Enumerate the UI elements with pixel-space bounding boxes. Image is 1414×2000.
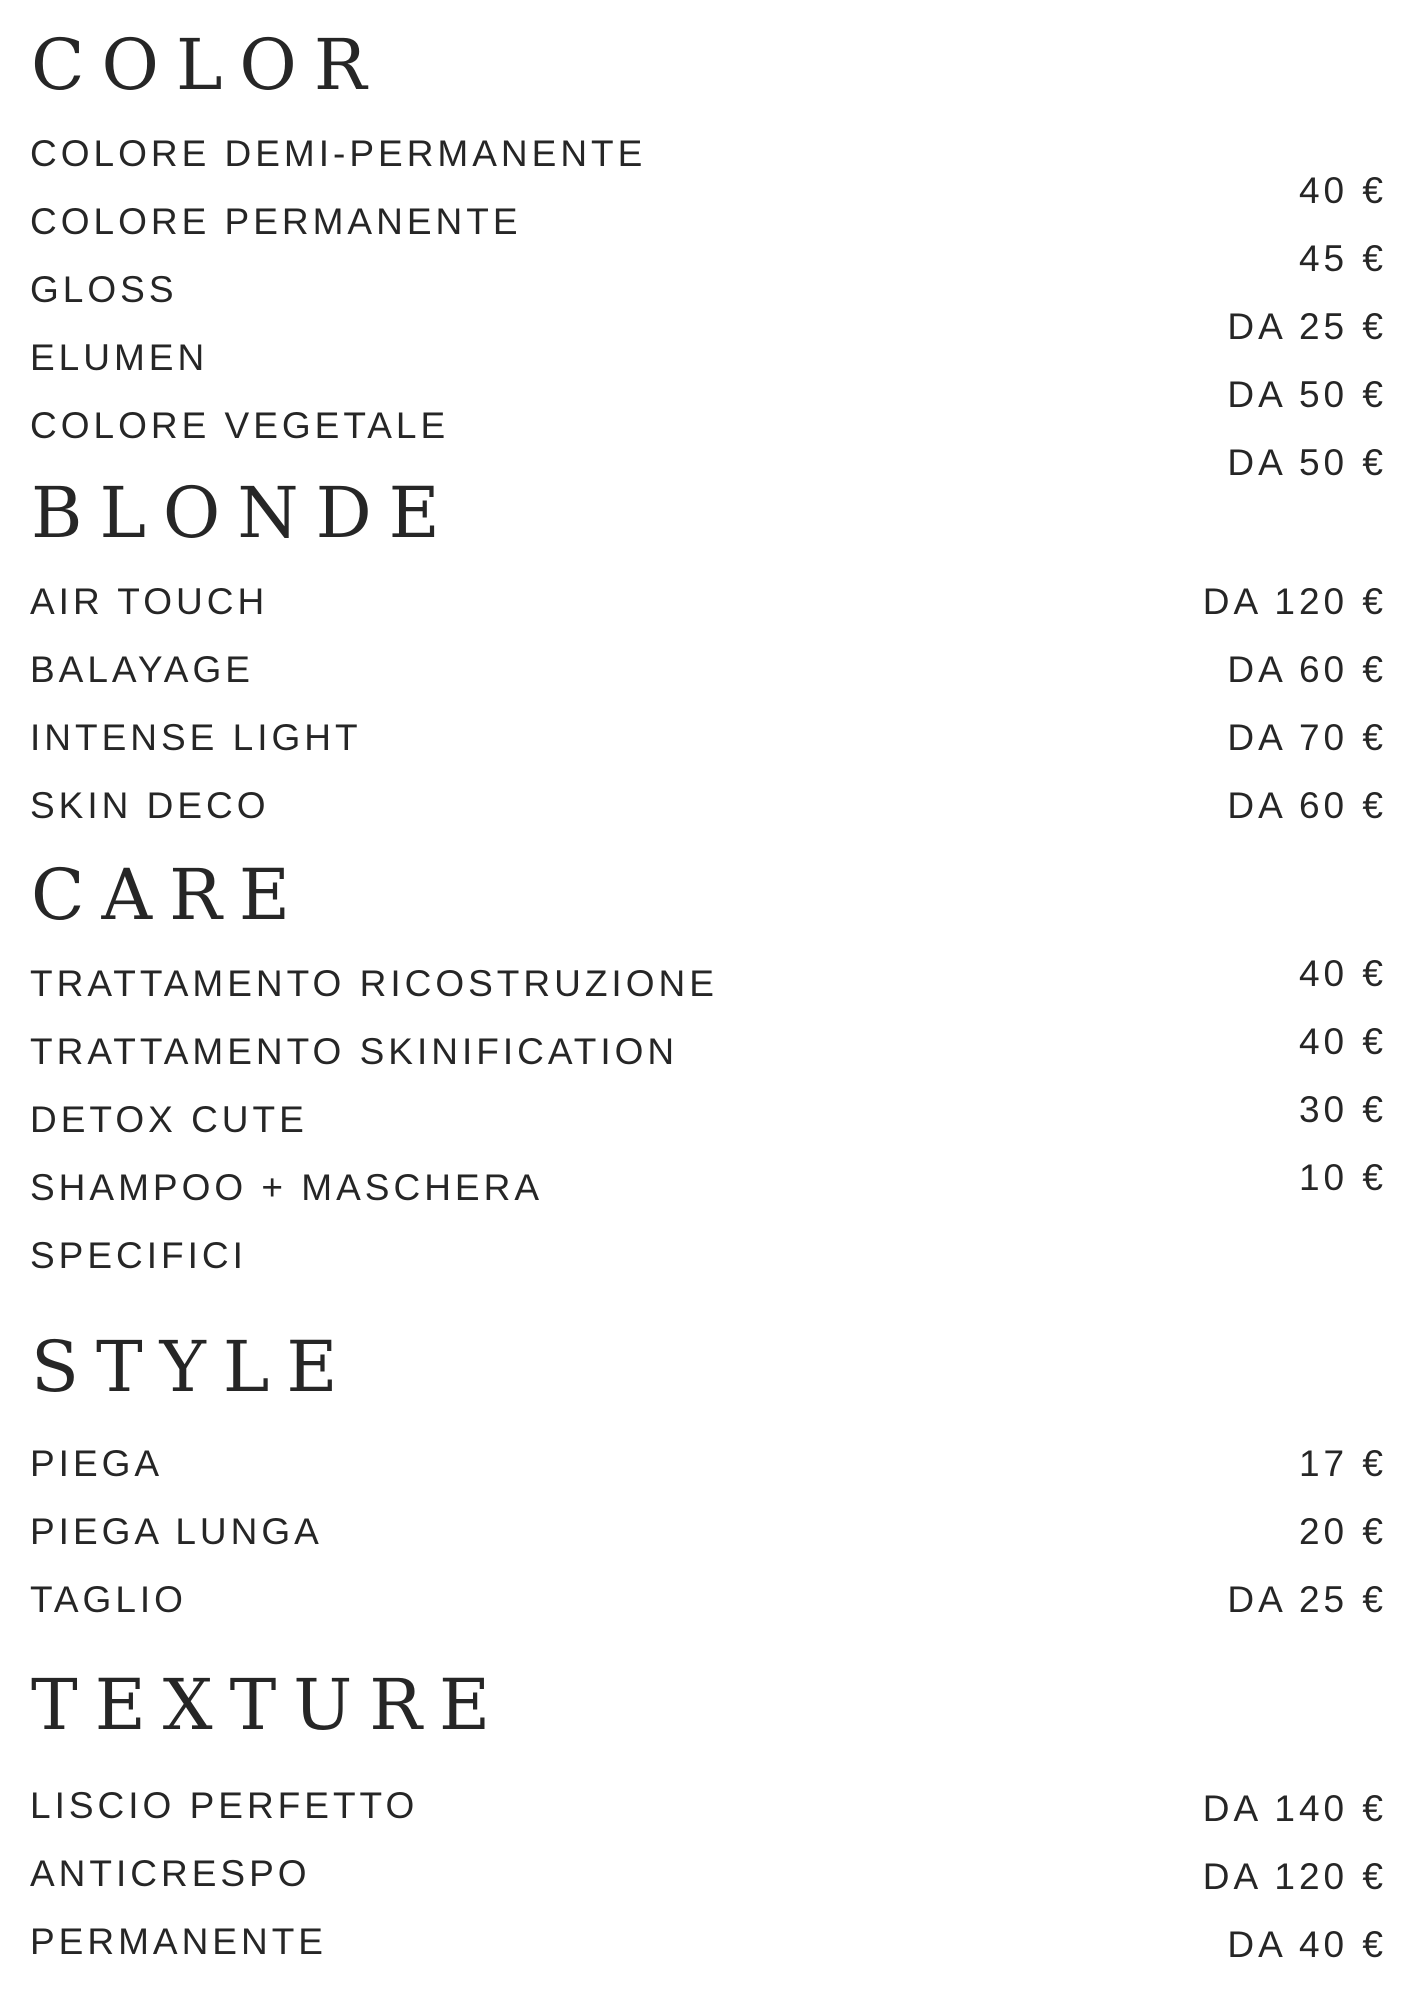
service-label: ANTICRESPO	[30, 1853, 311, 1894]
service-price: 17 €	[1298, 1443, 1387, 1484]
service-price: 30 €	[1298, 1089, 1387, 1130]
service-label: TRATTAMENTO RICOSTRUZIONE	[30, 963, 718, 1004]
service-label: PIEGA	[30, 1443, 164, 1484]
service-label: DETOX CUTE	[30, 1099, 308, 1140]
service-price: 40 €	[1298, 1021, 1387, 1062]
service-price: DA 60 €	[1227, 649, 1387, 690]
service-price: DA 120 €	[1202, 1856, 1387, 1897]
service-label: ELUMEN	[30, 337, 209, 378]
section-heading-texture: TEXTURE	[31, 1664, 508, 1746]
service-label: AIR TOUCH	[30, 581, 269, 622]
service-price: DA 25 €	[1227, 1579, 1387, 1620]
service-price: 40 €	[1298, 953, 1387, 994]
service-price: 45 €	[1298, 238, 1387, 279]
service-price: DA 50 €	[1227, 374, 1387, 415]
service-price: DA 120 €	[1202, 581, 1387, 622]
service-price: 10 €	[1298, 1157, 1387, 1198]
service-price: DA 70 €	[1227, 717, 1387, 758]
service-price: 40 €	[1298, 170, 1387, 211]
service-label: INTENSE LIGHT	[30, 717, 362, 758]
section-heading-care: CARE	[31, 854, 307, 936]
service-label: COLORE VEGETALE	[30, 405, 450, 446]
service-price: DA 60 €	[1227, 785, 1387, 826]
service-label: COLORE DEMI-PERMANENTE	[30, 133, 647, 174]
service-label: PIEGA LUNGA	[30, 1511, 323, 1552]
service-label: TAGLIO	[30, 1579, 187, 1620]
section-heading-style: STYLE	[31, 1326, 355, 1408]
service-label: PERMANENTE	[30, 1921, 327, 1962]
service-label: BALAYAGE	[30, 649, 254, 690]
service-label: SHAMPOO + MASCHERA	[30, 1167, 544, 1208]
service-price: DA 140 €	[1202, 1788, 1387, 1829]
service-price: DA 40 €	[1227, 1924, 1387, 1965]
section-heading-blonde: BLONDE	[31, 472, 457, 554]
service-price: DA 50 €	[1227, 442, 1387, 483]
service-label: SKIN DECO	[30, 785, 270, 826]
service-label: TRATTAMENTO SKINIFICATION	[30, 1031, 679, 1072]
service-label: COLORE PERMANENTE	[30, 201, 522, 242]
service-label: LISCIO PERFETTO	[30, 1785, 419, 1826]
service-label: SPECIFICI	[30, 1235, 247, 1276]
section-heading-color: COLOR	[31, 24, 384, 106]
service-price: 20 €	[1298, 1511, 1387, 1552]
service-label: GLOSS	[30, 269, 178, 310]
service-price: DA 25 €	[1227, 306, 1387, 347]
